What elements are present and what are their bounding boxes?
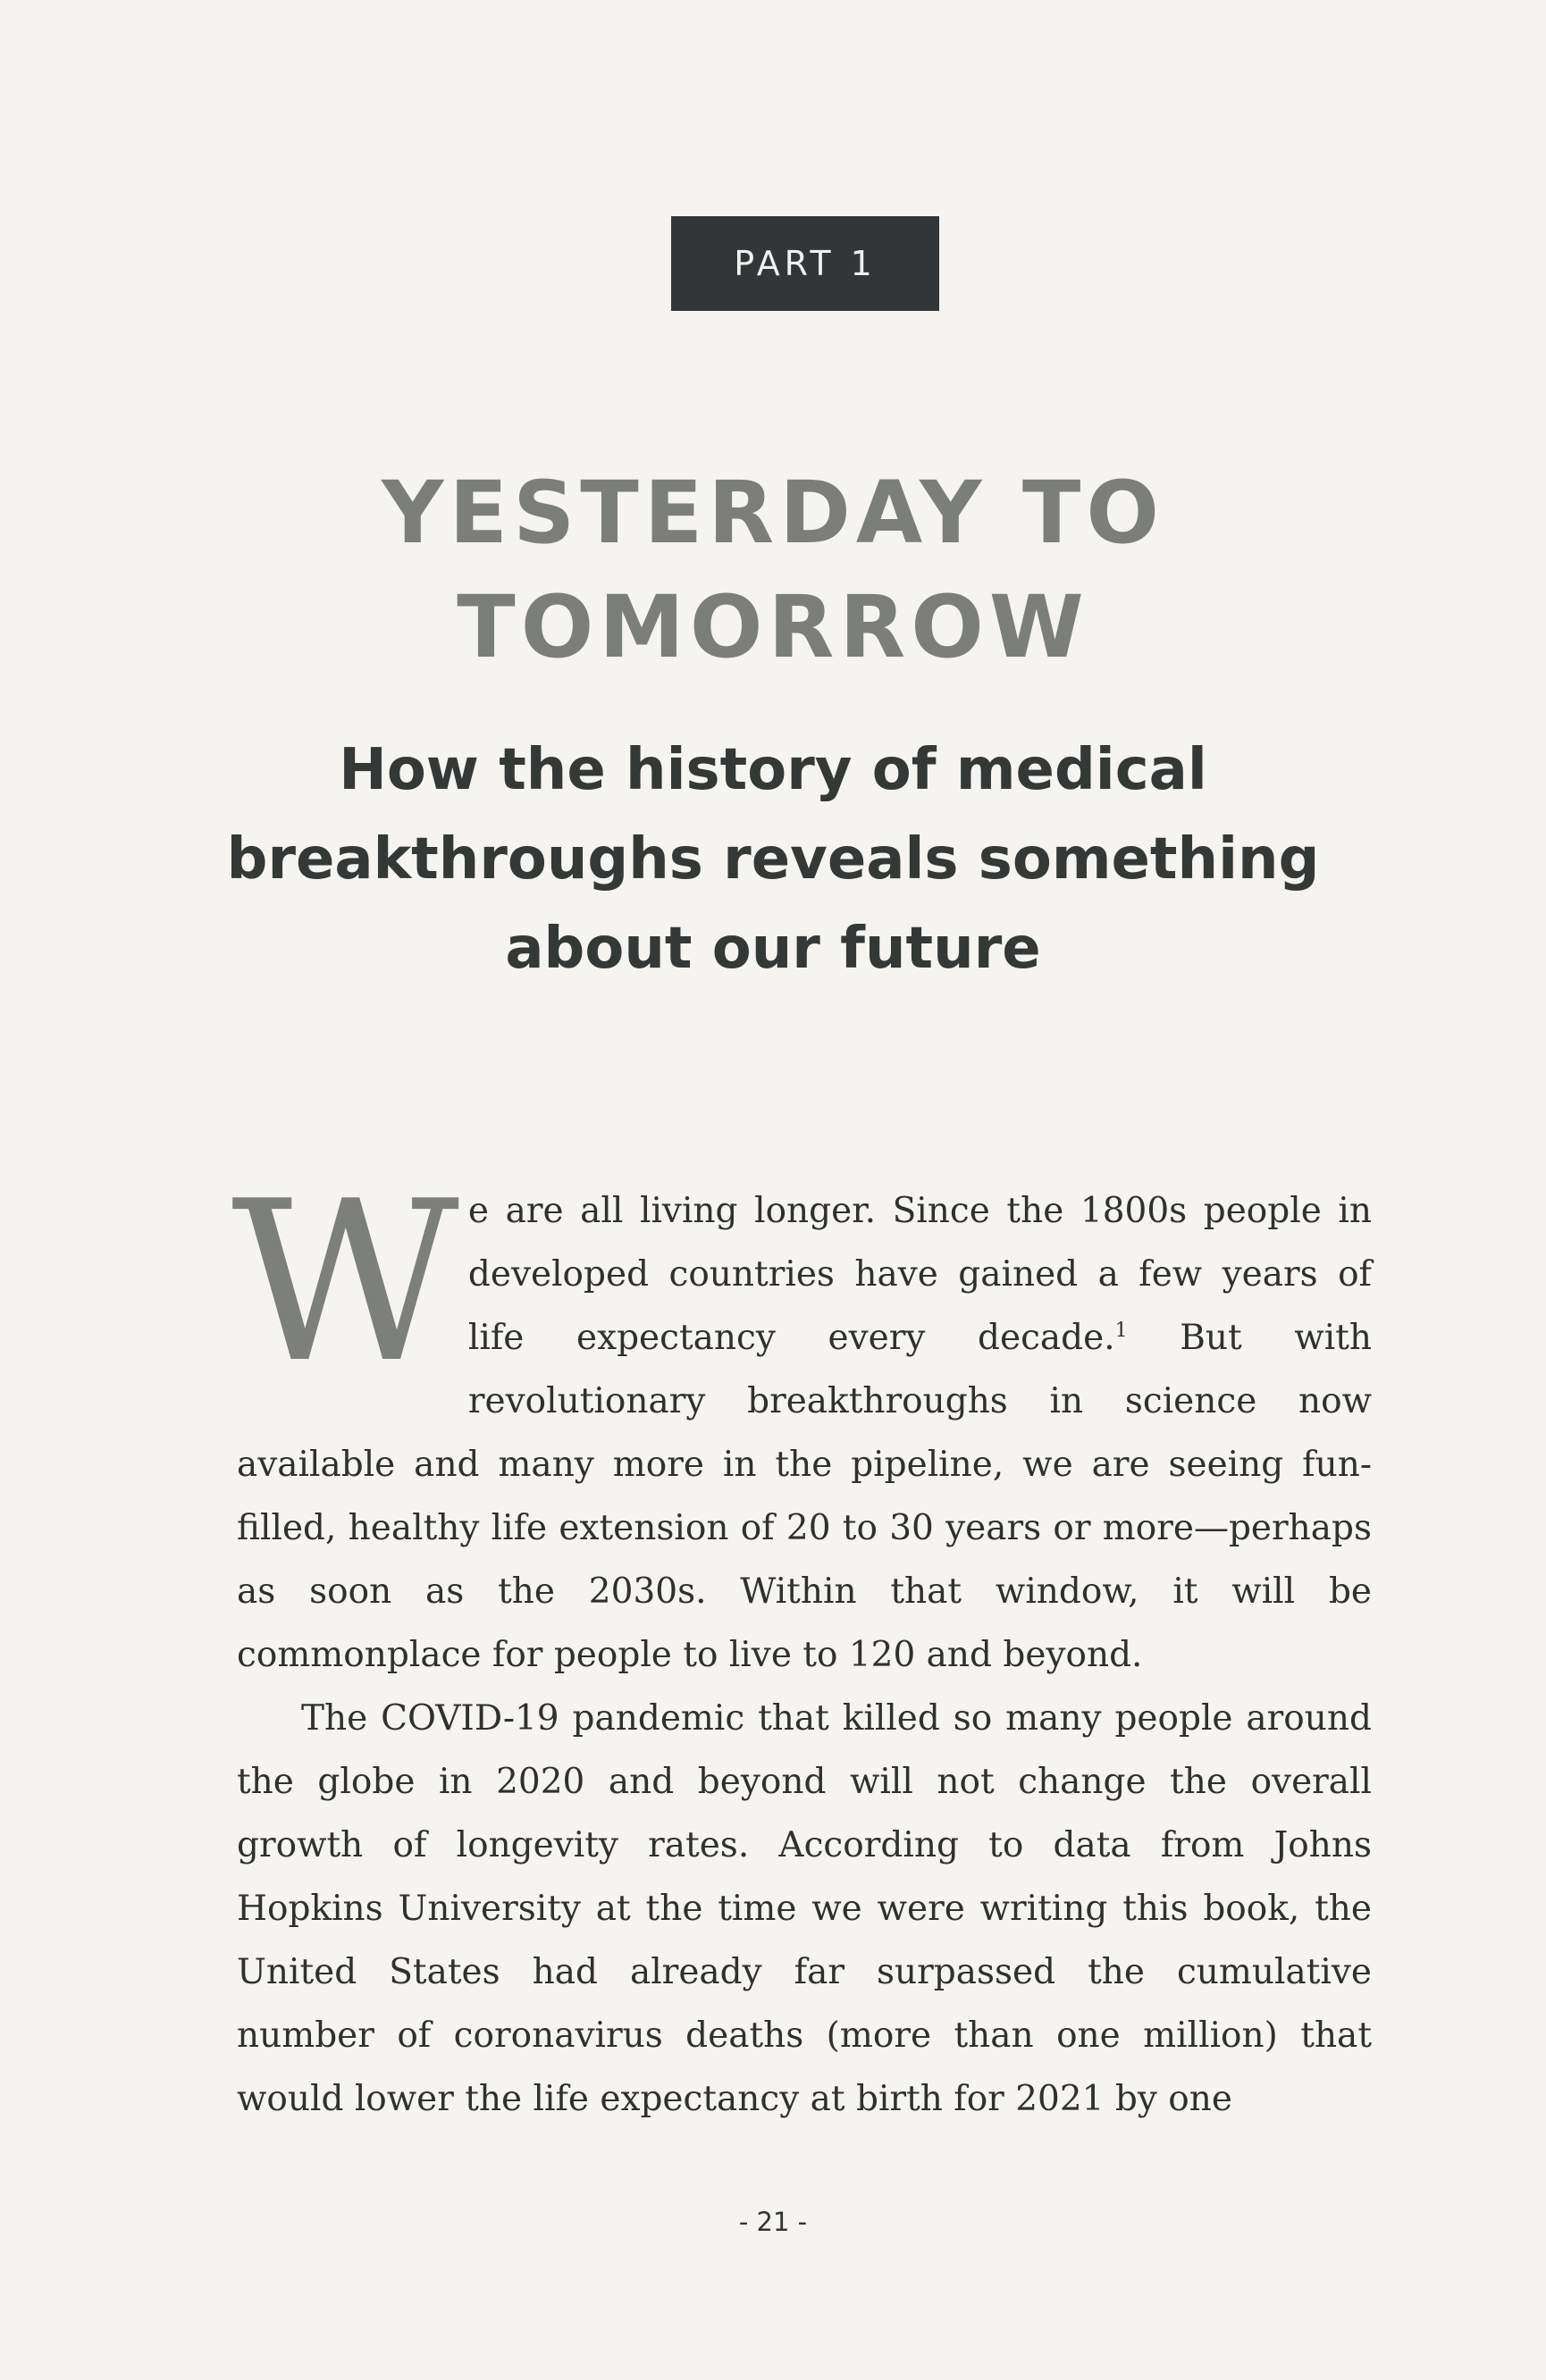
footnote-marker: 1	[1114, 1320, 1128, 1342]
body-text	[231, 1154, 1373, 2131]
page-number: - 21 -	[738, 2207, 808, 2237]
paragraph-1	[231, 1154, 1373, 1687]
paragraph-1-text: e are all living longer. Since the 1800s people in developed countries have gained a few years of life expectancy every decade.	[467, 1191, 1372, 1358]
paragraph-1-text-after-note: But with revolutionary breakthroughs in science now available and many more in the pipeline, we are seeing fun-filled, healthy life extension of 20 to 30 years or more—perhaps as soon as the 2030s. Within that window, it will be commonplace for people to live to 120 and beyond.	[237, 1318, 1373, 1675]
part-subtitle: How the history of medical breakthroughs reveals something about our future	[226, 737, 1320, 982]
part-title: YESTERDAY TO TOMORROW	[381, 463, 1165, 677]
drop-cap: W	[231, 1154, 456, 1412]
paragraph-2: The COVID-19 pandemic that killed so many people around the globe in 2020 and beyond will not change the overall growth of longevity rates. According to data from Johns Hopkins University at the time we were writing this book, the United States had already far surpassed the cumulative number of coronavirus deaths (more than one million) that would lower the life expectancy at birth for 2021 by one	[237, 1698, 1372, 2119]
part-badge	[671, 216, 939, 311]
part-label: PART 1	[734, 244, 877, 283]
